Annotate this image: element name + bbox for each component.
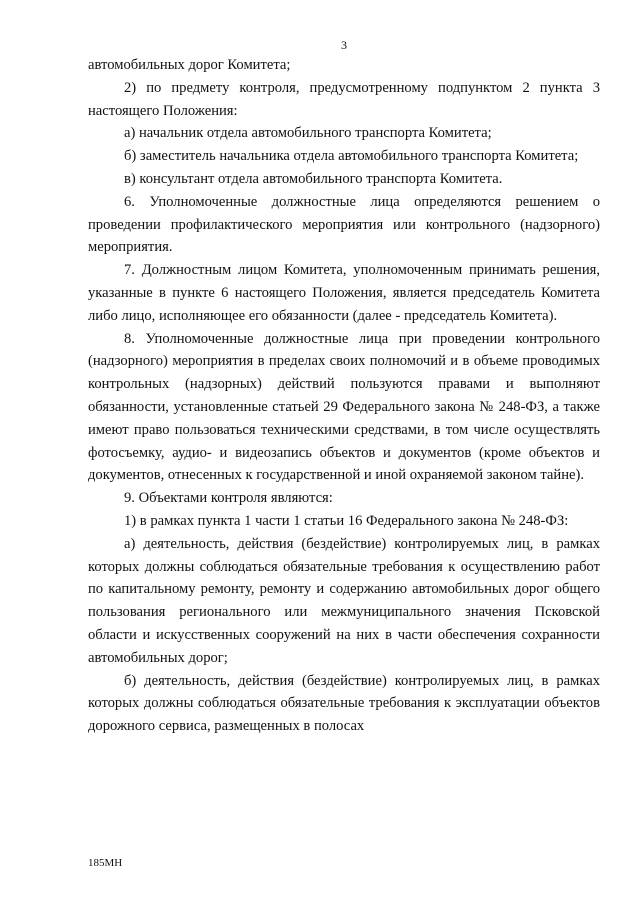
- paragraph: 8. Уполномоченные должностные лица при проведении контрольного (надзорного) мероприятия в пределах своих полномочий и в объеме проводимых контрольных (надзорных) действий пользуются правами и выполняют обязанности, установленные статьей 29 Федерального закона № 248-ФЗ, а также имеют право пользоваться техническими средствами, в том числе осуществлять фотосъемку, аудио- и видеозапись объектов и документов (кроме объектов и документов, отнесенных к государственной и иной охраняемой законом тайне).: [88, 330, 600, 484]
- paragraph: в) консультант отдела автомобильного транспорта Комитета.: [124, 170, 503, 187]
- paragraph: б) заместитель начальника отдела автомобильного транспорта Комитета;: [124, 148, 579, 165]
- paragraph: 2) по предмету контроля, предусмотренному подпунктом 2 пункта 3 настоящего Положения:: [88, 79, 600, 119]
- document-body: [88, 54, 600, 738]
- paragraph: 9. Объектами контроля являются:: [124, 490, 333, 507]
- document-code: 185МН: [88, 857, 123, 869]
- paragraph: а) начальник отдела автомобильного транспорта Комитета;: [124, 125, 492, 142]
- paragraph: а) деятельность, действия (бездействие) контролируемых лиц, в рамках которых должны соблюдаться обязательные требования к осуществлению работ по капитальному ремонту, ремонту и содержанию автомобильных дорог общего пользования регионального или межмуниципального значения Псковской области и искусственных сооружений на них в части обеспечения сохранности автомобильных дорог;: [88, 535, 600, 666]
- page-number: 3: [341, 38, 347, 52]
- paragraph: 6. Уполномоченные должностные лица определяются решением о проведении профилактического мероприятия или контрольного (надзорного) мероприятия.: [88, 193, 600, 256]
- paragraph: 1) в рамках пункта 1 части 1 статьи 16 Федерального закона № 248-ФЗ:: [124, 512, 569, 529]
- paragraph: 7. Должностным лицом Комитета, уполномоченным принимать решения, указанные в пункте 6 настоящего Положения, является председатель Комитета либо лицо, исполняющее его обязанности (далее - председатель Комитета).: [88, 262, 600, 324]
- paragraph: автомобильных дорог Комитета;: [88, 57, 291, 73]
- paragraph: б) деятельность, действия (бездействие) контролируемых лиц, в рамках которых должны соблюдаться обязательные требования к эксплуатации объектов дорожного сервиса, размещенных в полосах: [88, 672, 600, 735]
